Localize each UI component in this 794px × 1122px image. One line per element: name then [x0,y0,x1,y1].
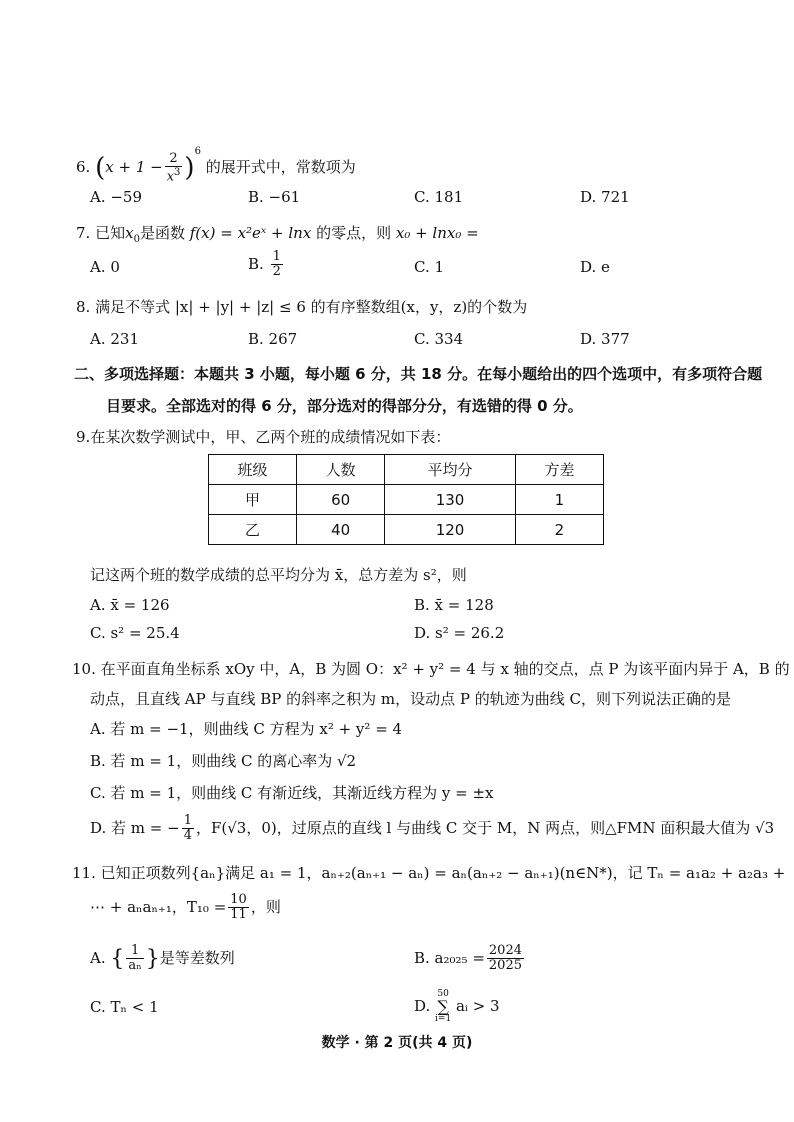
q9-option-c: C. s² = 25.4 [90,624,180,642]
section-heading-multiple-choice: 二、多项选择题：本题共 3 小题，每小题 6 分，共 18 分。在每小题给出的四个选项中，有多项符合题 [74,365,763,383]
q7-option-a: A. 0 [90,258,120,276]
q9-option-d: D. s² = 26.2 [414,624,505,642]
question-10: 10. 在平面直角坐标系 xOy 中，A，B 为圆 O：x² + y² = 4 与 x 轴的交点，点 P 为该平面内异于 A，B 的 [72,660,790,678]
question-10-line2: 动点，且直线 AP 与直线 BP 的斜率之积为 m，设动点 P 的轨迹为曲线 C，则下列说法正确的是 [90,690,731,708]
q11-option-a: A. { $\frac{1}{\text{aₙ}}$ }是等差数列 [90,943,235,974]
q9-note: 记这两个班的数学成绩的总平均分为 x̄，总方差为 s²，则 [90,566,467,584]
table-header: 班级 [209,455,297,485]
question-8: 8. 满足不等式 |x| + |y| + |z| ≤ 6 的有序整数组(x，y，z)的个数为 [76,298,528,316]
q10-option-b: B. 若 m = 1，则曲线 C 的离心率为 √2 [90,752,357,770]
fraction: $\frac{2}{x^3}$ [166,150,181,185]
q11-option-d: D. 50 ∑ i=1 aᵢ > 3 [414,989,500,1024]
table-header-row [209,455,604,485]
page-footer: 数学 · 第 2 页(共 4 页) [321,1035,473,1051]
score-table [208,454,604,545]
question-9: 9.在某次数学测试中，甲、乙两个班的成绩情况如下表： [76,428,451,446]
table-cell: 60 [297,485,385,515]
table-cell: 1 [515,485,603,515]
table-row [209,515,604,545]
q7-option-b: B. $\frac{1}{2}$ [248,249,281,280]
question-11: 11. 已知正项数列{aₙ}满足 a₁ = 1，aₙ₊₂(aₙ₊₁ − aₙ) = aₙ(aₙ₊₂ − aₙ₊₁)(n∈N*)，记 Tₙ = a₁a₂ + a₂a₃ + [72,864,786,882]
q11-option-c: C. Tₙ < 1 [90,998,159,1016]
question-11-line2: ⋯ + aₙaₙ₊₁，T₁₀ = $\frac{10}{11}$ ，则 [90,892,281,923]
q6-option-b: B. −61 [248,188,301,206]
q11-option-b: B. a₂₀₂₅ = $\frac{2024}{2025}$ [414,943,522,974]
q6-option-a: A. −59 [90,188,143,206]
q10-option-c: C. 若 m = 1，则曲线 C 有渐近线，其渐近线方程为 y = ±x [90,784,494,802]
q10-option-d: D. 若 m = − $\frac{1}{4}$ ，F(√3，0)，过原点的直线 l 与曲线 C 交于 M，N 两点，则△FMN 面积最大值为 √3 [90,813,775,844]
table-cell: 40 [297,515,385,545]
q8-option-a: A. 231 [90,330,139,348]
table-header: 人数 [297,455,385,485]
q9-option-b: B. x̄ = 128 [414,596,494,614]
q8-option-c: C. 334 [414,330,464,348]
q7-option-c: C. 1 [414,258,445,276]
table-cell: 130 [385,485,516,515]
q8-option-b: B. 267 [248,330,298,348]
question-6: 6. (x + 1 − $\frac{2}{x^3}$ )$^6$ 的展开式中，常数项为 [76,146,356,185]
q8-option-d: D. 377 [580,330,630,348]
q6-option-d: D. 721 [580,188,630,206]
q9-option-a: A. x̄ = 126 [90,596,170,614]
table-cell: 2 [515,515,603,545]
section-heading-line2: 目要求。全部选对的得 6 分，部分选对的得部分分，有选错的得 0 分。 [106,397,583,415]
table-header: 方差 [515,455,603,485]
question-7: 7. 已知$x_0$是函数 f(x) = x²eˣ + lnx 的零点，则 x₀ + lnx₀ = [76,224,479,245]
q7-option-d: D. e [580,258,610,276]
q6-option-c: C. 181 [414,188,464,206]
table-header: 平均分 [385,455,516,485]
table-cell: 120 [385,515,516,545]
table-cell: 甲 [209,485,297,515]
table-cell: 乙 [209,515,297,545]
q10-option-a: A. 若 m = −1，则曲线 C 方程为 x² + y² = 4 [90,720,403,738]
summation: 50 ∑ i=1 [435,989,452,1024]
table-row [209,485,604,515]
